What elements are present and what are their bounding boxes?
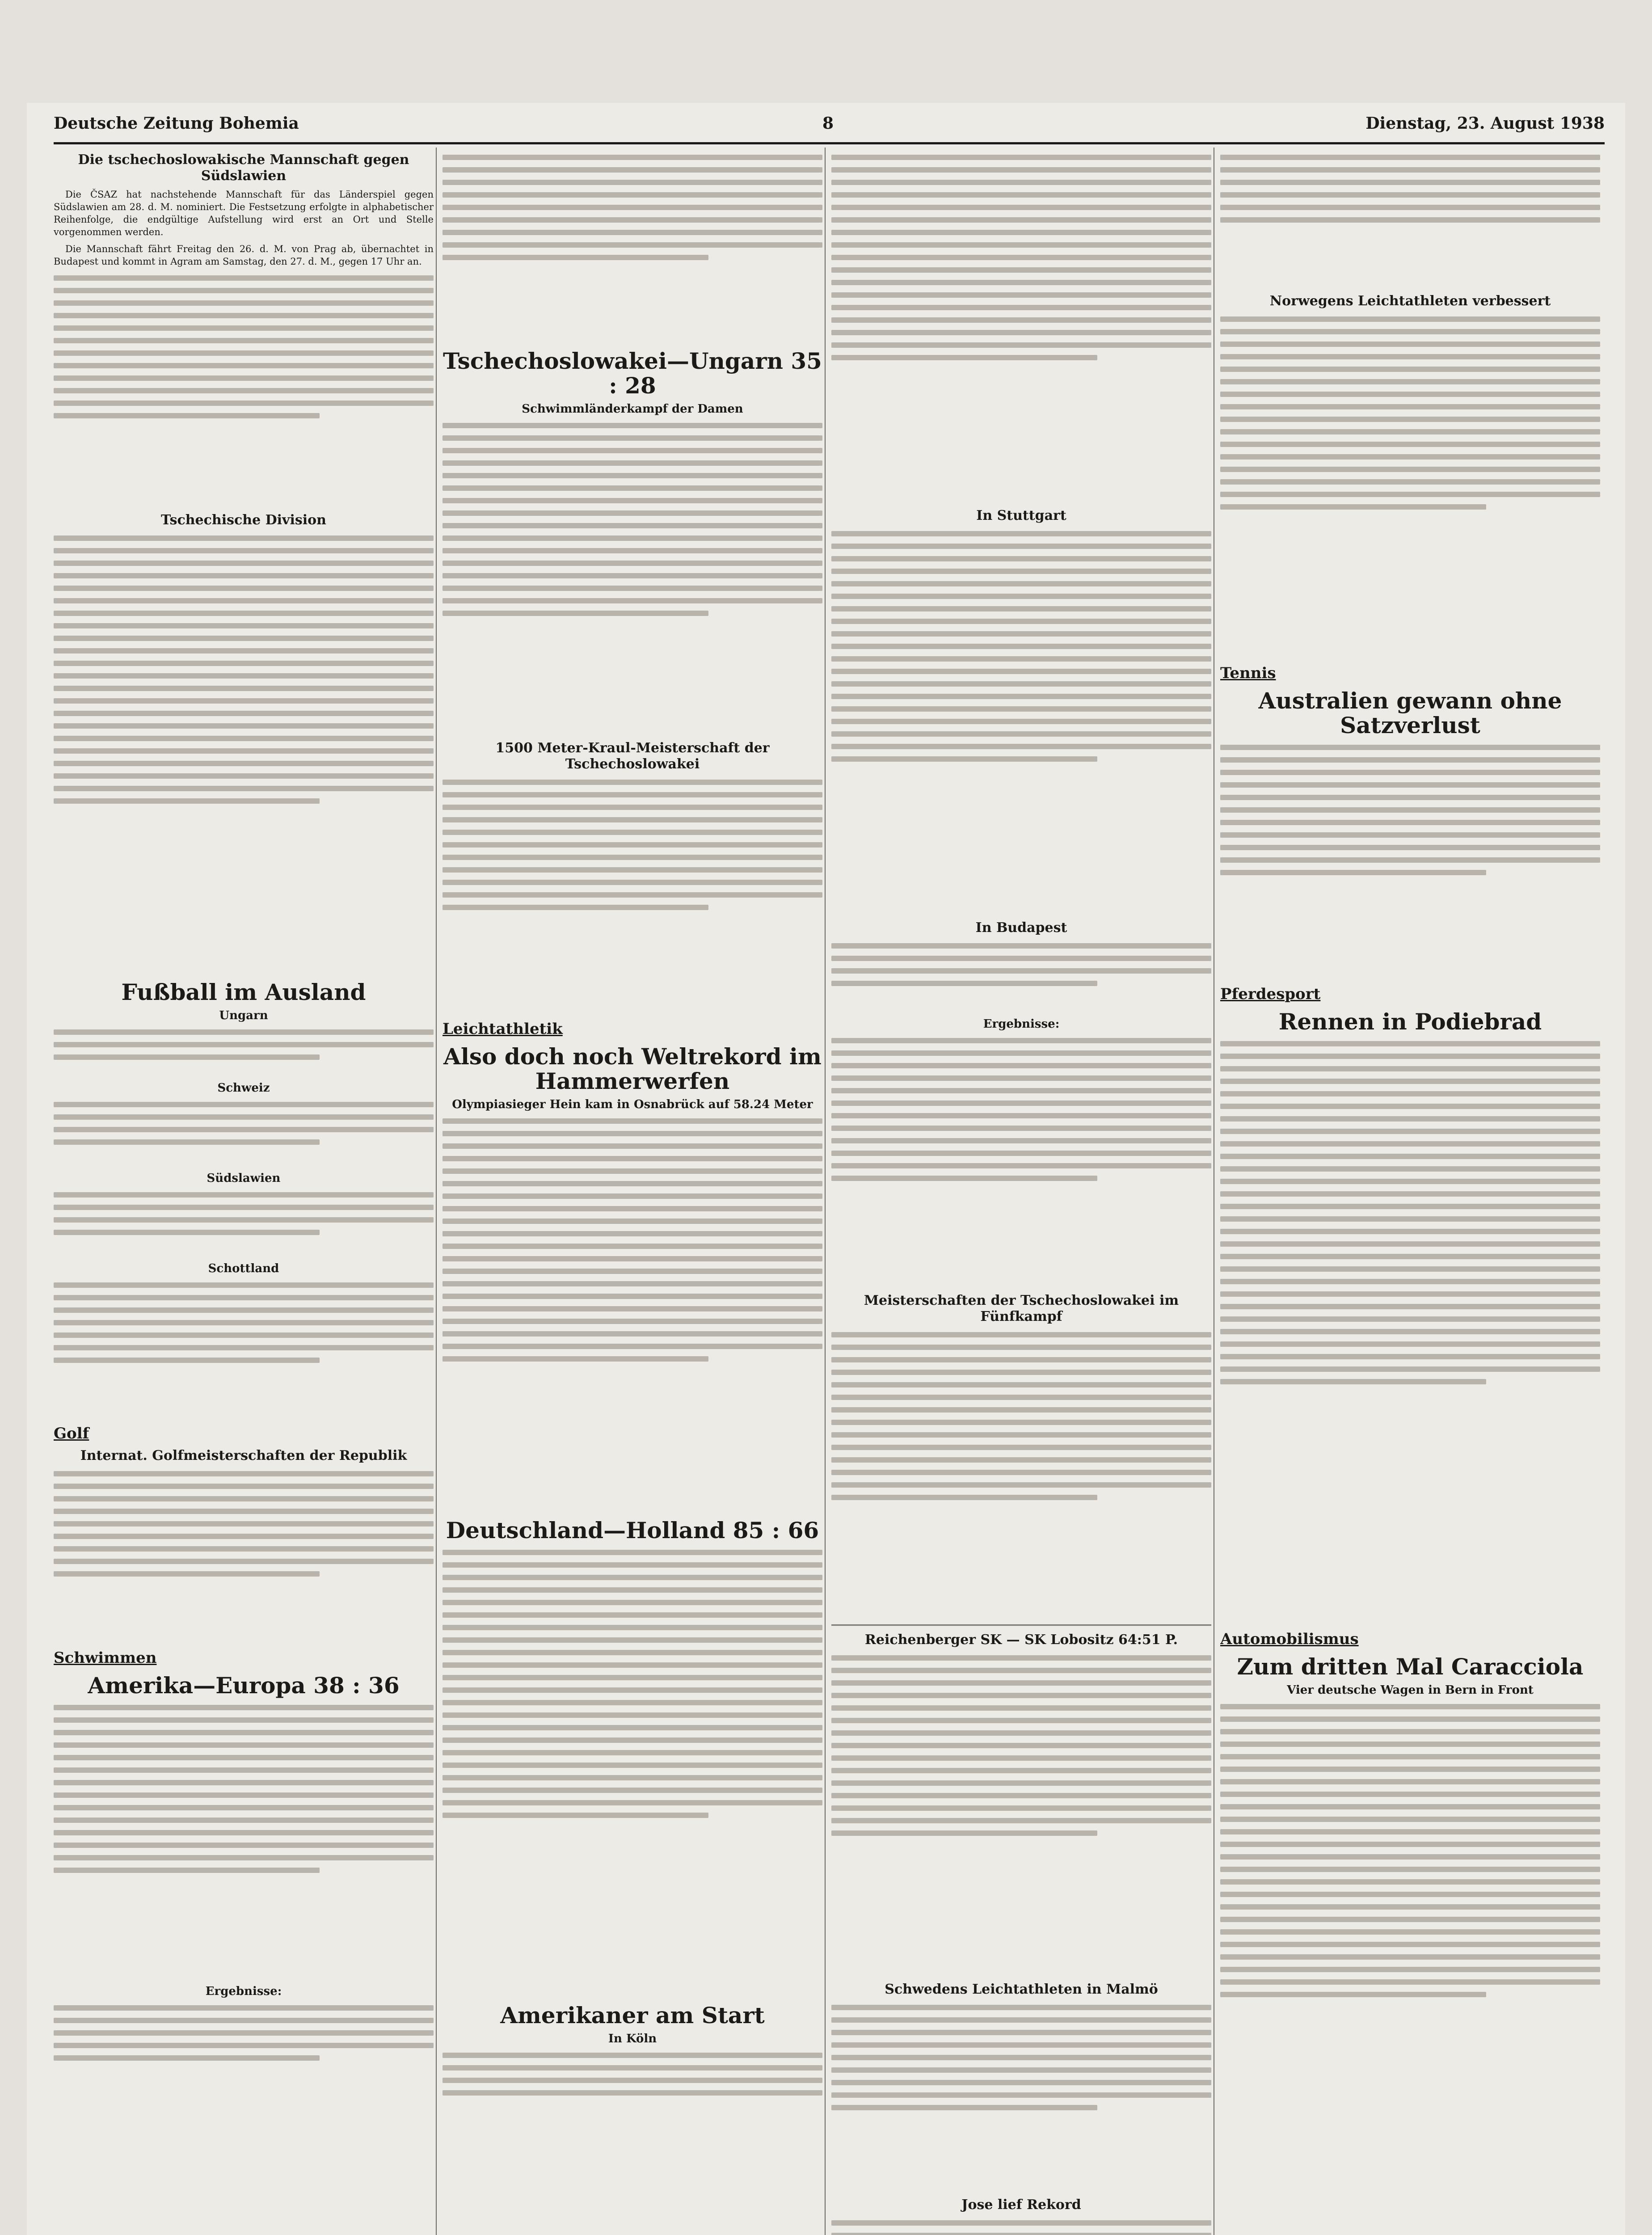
article-headline: Jose lief Rekord	[961, 2197, 1081, 2213]
section-title-leichtathletik: Leichtathletik	[442, 1020, 563, 1038]
page-header	[54, 114, 1605, 141]
results-text	[831, 1655, 1211, 1977]
section-title-tennis: Tennis	[1220, 664, 1276, 682]
article-headline: Zum dritten Mal Caracciola	[1237, 1653, 1584, 1680]
sub-heading: In Köln	[608, 2032, 657, 2045]
results-text	[54, 536, 434, 974]
divider	[831, 1624, 1211, 1626]
section-title-fussball: Fußball im Ausland	[121, 978, 366, 1005]
article-body	[442, 780, 822, 1012]
article-headline: Meisterschaften der Tschechoslowakei im Fünfkampf	[864, 1293, 1179, 1324]
newspaper-name: Deutsche Zeitung Bohemia	[54, 114, 299, 133]
sub-heading: Ergebnisse:	[205, 1984, 282, 1998]
header-rule	[54, 142, 1605, 144]
article-headline: Amerika—Europa 38 : 36	[88, 1672, 400, 1699]
sub-heading: Südslawien	[206, 1171, 281, 1185]
section-heading: Tschechische Division	[161, 512, 326, 528]
lead-paragraph: Die ČSAZ hat nachstehende Mannschaft für das Länderspiel gegen Südslawien am 28. d. M. nominiert. Die Festsetzung erfolgte in alphabetischer Reihenfolge, die endgültige Aufstellung wird erst an Ort und Stelle vorgenommen werden.	[54, 189, 434, 237]
results-text	[831, 2005, 1211, 2193]
article-body	[54, 1471, 434, 1641]
section-title-automobilismus: Automobilismus	[1220, 1630, 1359, 1648]
article-body	[54, 1705, 434, 1982]
section-title-schwimmen: Schwimmen	[54, 1649, 157, 1667]
sub-heading: Ungarn	[219, 1008, 268, 1022]
article-headline: Internat. Golfmeisterschaften der Republik	[80, 1447, 407, 1463]
sub-heading: In Stuttgart	[976, 508, 1066, 523]
results-text	[54, 1029, 434, 1079]
article-body	[54, 275, 434, 508]
article-headline: Also doch noch Weltrekord im Hammerwerfen	[443, 1043, 822, 1094]
results-text	[831, 531, 1211, 915]
results-text	[1220, 316, 1600, 656]
article-body	[1220, 745, 1600, 977]
results-text	[442, 155, 822, 342]
results-text	[54, 2005, 434, 2095]
sub-heading: Schottland	[208, 1261, 279, 1275]
section-title-pferdesport: Pferdesport	[1220, 985, 1321, 1003]
column-divider	[825, 148, 826, 2235]
article-body	[442, 2053, 822, 2142]
article-body	[831, 2220, 1211, 2235]
issue-date: Dienstag, 23. August 1938	[1365, 114, 1605, 133]
column-3	[831, 148, 1211, 2235]
column-1	[54, 148, 434, 2235]
results-text	[54, 1102, 434, 1169]
article-headline: Deutschland—Holland 85 : 66	[446, 1517, 819, 1543]
sub-heading: Olympiasieger Hein kam in Osnabrück auf 58.24 Meter	[452, 1098, 813, 1111]
results-text	[1220, 155, 1600, 289]
sub-heading: Ergebnisse:	[983, 1017, 1060, 1031]
column-4	[1220, 148, 1600, 2235]
article-headline: Norwegens Leichtathleten verbessert	[1269, 293, 1551, 309]
page-number: 8	[822, 114, 834, 133]
sub-heading: Schwimmländerkampf der Damen	[522, 402, 743, 416]
article-headline: Rennen in Podiebrad	[1278, 1008, 1542, 1035]
results-text	[54, 1282, 434, 1417]
article-body	[442, 1550, 822, 1997]
results-text	[831, 1038, 1211, 1288]
results-text	[1220, 1041, 1600, 1622]
sub-heading: In Budapest	[975, 920, 1067, 936]
lead-headline: Die tschechoslowakische Mannschaft gegen Südslawien	[78, 152, 409, 184]
lead-paragraph-2: Die Mannschaft fährt Freitag den 26. d. M. von Prag ab, übernachtet in Budapest und kommt in Agram am Samstag, den 27. d. M., gegen 17 Uhr an.	[54, 243, 434, 267]
article-headline: Amerikaner am Start	[500, 2002, 765, 2028]
article-body	[442, 423, 822, 736]
article-headline: Australien gewann ohne Satzverlust	[1258, 687, 1562, 738]
article-body	[442, 1118, 822, 1512]
column-divider	[436, 148, 437, 2235]
column-2	[442, 148, 822, 2235]
article-headline: Reichenberger SK — SK Lobositz 64:51 P.	[864, 1632, 1178, 1648]
section-title-golf: Golf	[54, 1424, 89, 1442]
article-body	[1220, 1704, 1600, 2196]
sub-heading: Schweiz	[217, 1081, 270, 1095]
article-headline: 1500 Meter-Kraul-Meisterschaft der Tschechoslowakei	[495, 740, 770, 772]
results-text	[831, 155, 1211, 503]
sub-heading: Vier deutsche Wagen in Bern in Front	[1287, 1683, 1534, 1697]
article-body	[831, 943, 1211, 1015]
article-headline: Tschechoslowakei—Ungarn 35 : 28	[443, 348, 822, 399]
article-body	[831, 1332, 1211, 1618]
results-text	[54, 1192, 434, 1259]
article-headline: Schwedens Leichtathleten in Malmö	[885, 1982, 1158, 1997]
